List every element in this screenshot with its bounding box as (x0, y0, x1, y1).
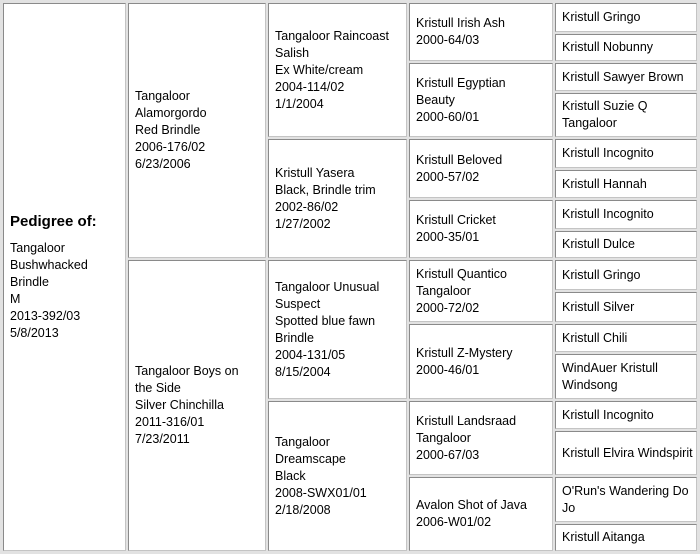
grandparent-line: Brindle (275, 330, 314, 345)
great-grandparent-line: 2000-57/02 (416, 169, 480, 184)
gen5-name: Kristull Incognito (562, 146, 654, 160)
gen5-cell (555, 292, 697, 322)
great-grandparent-cell (409, 63, 553, 137)
great-grandparent-cell (409, 401, 553, 475)
grandparent-line: 1/1/2004 (275, 96, 324, 111)
subject-line: 5/8/2013 (10, 326, 59, 340)
grandparent-line: 2008-SWX01/01 (275, 485, 367, 500)
pedigree-heading: Pedigree of: (10, 213, 97, 230)
great-grandparent-line: Avalon Shot of Java (416, 498, 527, 512)
great-grandparent-line: 2006-W01/02 (416, 515, 492, 529)
grandparent-line: 2004-131/05 (275, 347, 346, 362)
great-grandparent-line: Kristull Beloved (416, 152, 503, 167)
great-grandparent-line: 2000-46/01 (416, 362, 480, 377)
great-grandparent-cell (409, 3, 553, 61)
great-grandparent-line: Kristull Irish Ash (416, 16, 505, 30)
grandparent-line: Kristull Yasera (275, 165, 355, 180)
grandparent-cell (268, 3, 407, 137)
great-grandparent-line: Kristull Quantico (416, 266, 508, 281)
subject-cell (3, 3, 126, 551)
grandparent-cell (268, 401, 407, 551)
gen5-name: Kristull Aitanga (562, 530, 645, 544)
great-grandparent-line: Kristull Landsraad (416, 413, 517, 428)
subject-line: Tangaloor (10, 241, 65, 255)
great-grandparent-line: 2000-67/03 (416, 447, 480, 462)
sire-line: 6/23/2006 (135, 157, 191, 171)
great-grandparent-line: 2000-35/01 (416, 230, 480, 244)
grandparent-line: 2002-86/02 (275, 199, 339, 214)
great-grandparent-line: Kristull Z-Mystery (416, 345, 513, 360)
grandparent-line: Salish (275, 45, 310, 60)
sire-line: Alamorgordo (135, 106, 207, 120)
gen5-cell (555, 3, 697, 32)
dam-line: Silver Chinchilla (135, 398, 224, 412)
grandparent-line: Black (275, 468, 306, 483)
gen5-name: Kristull Silver (562, 299, 635, 314)
gen5-cell (555, 34, 697, 61)
sire-line: Red Brindle (135, 123, 201, 137)
gen5-name: Kristull Incognito (562, 207, 654, 221)
grandparent-line: Spotted blue fawn (275, 313, 376, 328)
grandparent-line: Tangaloor Unusual (275, 279, 380, 294)
gen5-cell (555, 324, 697, 352)
grandparent-line: 1/27/2002 (275, 216, 331, 231)
great-grandparent-line: 2000-64/03 (416, 33, 480, 47)
grandparent-line: 2004-114/02 (275, 79, 345, 94)
great-grandparent-cell (409, 477, 553, 551)
great-grandparent-cell (409, 260, 553, 322)
great-grandparent-line: Tangaloor (416, 283, 471, 298)
subject-line: Brindle (10, 275, 49, 289)
gen5-cell (555, 401, 697, 429)
dam-line: the Side (135, 381, 181, 395)
gen5-name: Kristull Suzie Q Tangaloor (562, 99, 648, 130)
grandparent-line: Black, Brindle trim (275, 182, 376, 197)
gen5-cell (555, 139, 697, 168)
gen5-cell (555, 260, 697, 290)
gen5-name: Kristull Elvira Windspirit (562, 445, 693, 460)
dam-line: 7/23/2011 (135, 432, 190, 446)
gen5-name: Kristull Chili (562, 330, 628, 345)
grandparent-line: Tangaloor Raincoast (275, 28, 389, 43)
subject-line: 2013-392/03 (10, 309, 81, 323)
great-grandparent-line: 2000-72/02 (416, 300, 480, 315)
great-grandparent-cell (409, 139, 553, 198)
gen5-cell (555, 231, 697, 258)
subject-line: Bushwhacked (10, 258, 88, 272)
gen5-name: Kristull Nobunny (562, 40, 654, 54)
sire-line: 2006-176/02 (135, 140, 206, 154)
great-grandparent-line: Kristull Egyptian (416, 75, 506, 90)
grandparent-cell (268, 260, 407, 399)
gen5-name: WindAuer Kristull Windsong (562, 360, 658, 392)
dam-line: Tangaloor Boys on (135, 364, 239, 378)
great-grandparent-line: 2000-60/01 (416, 109, 480, 124)
gen5-cell (555, 524, 697, 551)
gen5-cell (555, 354, 697, 399)
gen5-cell (555, 170, 697, 198)
great-grandparent-line: Beauty (416, 92, 455, 107)
great-grandparent-line: Kristull Cricket (416, 213, 496, 227)
gen5-name: O'Run's Wandering Do Jo (562, 483, 689, 515)
grandparent-line: Ex White/cream (275, 62, 364, 77)
great-grandparent-line: Tangaloor (416, 430, 471, 445)
sire-line: Tangaloor (135, 89, 190, 103)
dam-cell (128, 260, 266, 551)
gen5-cell (555, 477, 697, 522)
gen5-name: Kristull Gringo (562, 267, 641, 282)
grandparent-cell (268, 139, 407, 258)
gen5-cell (555, 431, 697, 475)
gen5-cell (555, 200, 697, 229)
gen5-name: Kristull Dulce (562, 237, 635, 251)
gen5-cell (555, 63, 697, 91)
grandparent-line: Tangaloor (275, 434, 330, 449)
great-grandparent-cell (409, 200, 553, 258)
dam-line: 2011-316/01 (135, 415, 205, 429)
grandparent-line: Suspect (275, 296, 321, 311)
gen5-name: Kristull Sawyer Brown (562, 69, 684, 84)
gen5-name: Kristull Hannah (562, 176, 647, 191)
sire-cell (128, 3, 266, 258)
grandparent-line: Dreamscape (275, 451, 346, 466)
gen5-name: Kristull Incognito (562, 407, 654, 422)
gen5-name: Kristull Gringo (562, 10, 641, 24)
grandparent-line: 8/15/2004 (275, 364, 331, 379)
subject-line: M (10, 292, 21, 306)
grandparent-line: 2/18/2008 (275, 502, 331, 517)
great-grandparent-cell (409, 324, 553, 399)
gen5-cell (555, 93, 697, 137)
